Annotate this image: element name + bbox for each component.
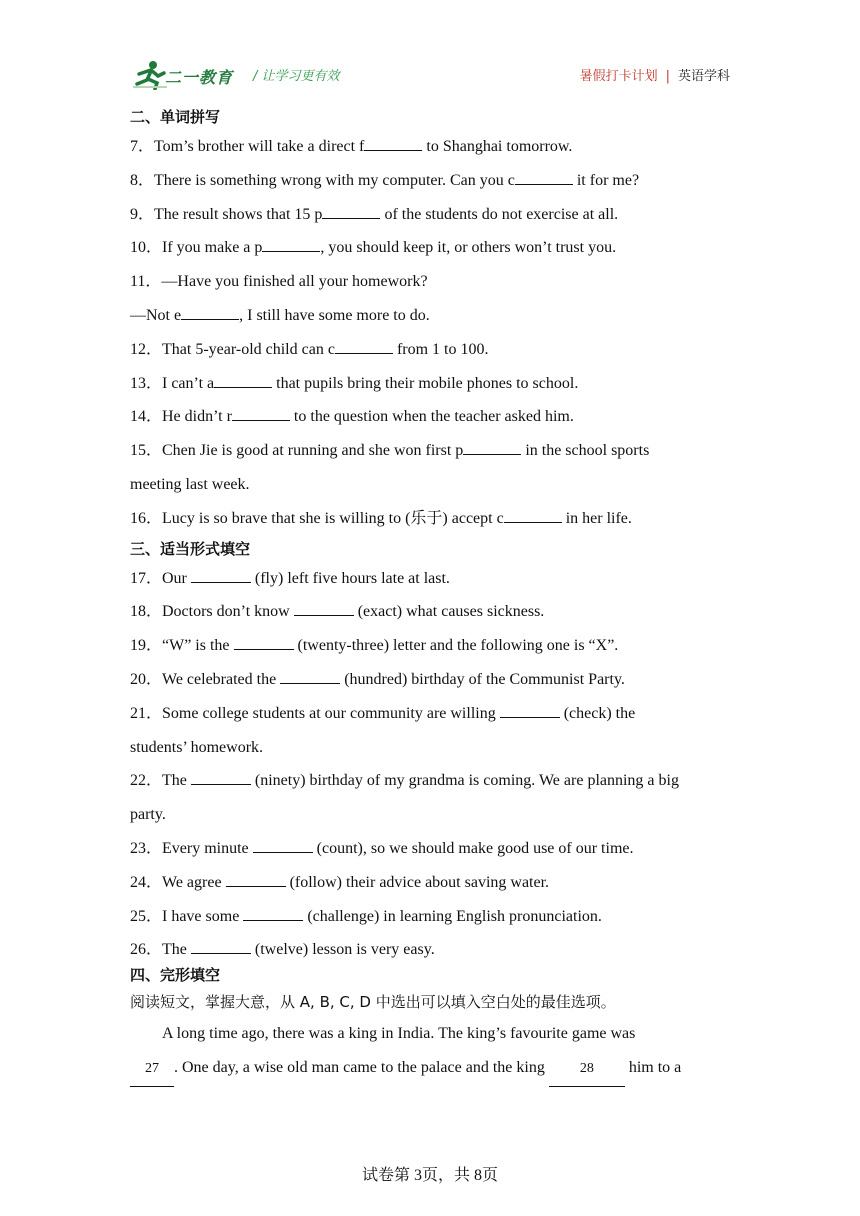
question-text: 15．Chen Jie is good at running and she won first p: [130, 442, 464, 460]
question-text: (count), so we should make good use of our time.: [312, 839, 634, 857]
cloze-text: . One day, a wise old man came to the palace and the king: [174, 1059, 549, 1077]
question-text: 21．Some college students at our community are willing: [130, 704, 500, 722]
answer-blank[interactable]: [463, 439, 521, 455]
question-text: to Shanghai tomorrow.: [422, 138, 573, 155]
question-text: (ninety) birthday of my grandma is coming. We are planning a big: [250, 772, 679, 790]
answer-blank[interactable]: [262, 236, 320, 252]
answer-blank[interactable]: [335, 338, 393, 354]
plan-label: 暑假打卡计划: [579, 69, 658, 84]
cloze-text: him to a: [624, 1059, 682, 1077]
question-text: 12．That 5-year-old child can c: [130, 340, 335, 358]
question-text: in her life.: [561, 509, 632, 527]
question-text: (hundred) birthday of the Communist Party.: [340, 670, 625, 688]
question-text: (exact) what causes sickness.: [353, 603, 545, 621]
spelling-question-row: [130, 198, 732, 232]
answer-blank[interactable]: [500, 702, 560, 718]
answer-blank[interactable]: [226, 871, 286, 887]
section-heading-spelling: 二、单词拼写: [130, 108, 221, 126]
spelling-question-row: [130, 164, 732, 198]
question-text: in the school sports: [521, 442, 650, 460]
answer-blank[interactable]: [191, 938, 251, 954]
answer-blank[interactable]: [280, 668, 340, 684]
answer-blank[interactable]: [232, 405, 290, 421]
form-question-row: [130, 697, 732, 731]
question-text: of the students do not exercise at all.: [380, 205, 619, 223]
form-questions: [130, 562, 732, 968]
spelling-question-row: [130, 265, 732, 299]
header-divider: |: [665, 69, 670, 84]
page-footer: 试卷第 3页，共 8页: [361, 1167, 498, 1184]
question-text: (twenty-three) letter and the following one is “X”.: [293, 637, 619, 655]
question-text: 13．I can’t a: [130, 374, 215, 392]
section-heading-cloze: 四、完形填空: [130, 966, 221, 985]
answer-blank[interactable]: [253, 837, 313, 853]
question-text: (twelve) lesson is very easy.: [250, 941, 435, 959]
spelling-question-row: [130, 130, 732, 164]
form-question-row: [130, 764, 732, 798]
spelling-question-row: [130, 400, 732, 434]
spelling-questions: [130, 130, 732, 536]
cloze-blank-28[interactable]: 28: [549, 1052, 625, 1087]
form-question-row: [130, 629, 732, 663]
question-text: 16．Lucy is so brave that she is willing to (乐于) accept c: [130, 509, 504, 527]
question-text: , you should keep it, or others won’t trust you.: [320, 239, 617, 257]
question-text: 14．He didn’t r: [130, 408, 232, 426]
question-text: (check) the: [559, 704, 636, 722]
cloze-instruction: 阅读短文，掌握大意，从 A, B, C, D 中选出可以填入空白处的最佳选项。: [130, 993, 616, 1012]
spelling-question-row: [130, 231, 732, 265]
question-text: 20．We celebrated the: [130, 670, 281, 688]
question-text: 8．There is something wrong with my computer. Can you c: [130, 171, 515, 189]
question-text: 25．I have some: [130, 907, 244, 925]
question-text: 18．Doctors don’t know: [130, 603, 294, 621]
answer-blank[interactable]: [294, 600, 354, 616]
question-text: meeting last week.: [130, 475, 250, 493]
question-text: from 1 to 100.: [392, 340, 489, 358]
spelling-question-row: [130, 299, 732, 333]
answer-blank[interactable]: [181, 304, 239, 320]
answer-blank[interactable]: [504, 507, 562, 523]
question-text: 24．We agree: [130, 873, 226, 891]
spelling-question-row: [130, 502, 732, 536]
header-right: [580, 65, 730, 84]
exam-content: [130, 104, 732, 1087]
answer-blank[interactable]: [515, 169, 573, 185]
logo-text: 二一教育: [165, 68, 234, 87]
form-question-row: [130, 731, 732, 765]
subject-label: 英语学科: [677, 69, 730, 84]
form-question-row: [130, 900, 732, 934]
question-text: , I still have some more to do.: [239, 306, 430, 324]
question-text: to the question when the teacher asked him.: [289, 408, 574, 426]
answer-blank[interactable]: [234, 634, 294, 650]
question-text: 17．Our: [130, 569, 191, 587]
form-question-row: [130, 663, 732, 697]
section-heading-forms: 三、适当形式填空: [130, 539, 251, 558]
form-question-row: [130, 595, 732, 629]
slogan: / 让学习更有效: [253, 69, 340, 84]
question-text: —Not e: [130, 306, 182, 324]
question-text: party.: [130, 806, 166, 824]
question-text: 11．—Have you finished all your homework?: [130, 273, 428, 291]
spelling-question-row: [130, 434, 732, 468]
question-text: it for me?: [572, 171, 640, 189]
form-question-row: [130, 798, 732, 832]
answer-blank[interactable]: [322, 203, 380, 219]
question-text: 7．Tom’s brother will take a direct f: [130, 138, 365, 155]
logo: [131, 60, 243, 90]
question-text: (follow) their advice about saving water.: [285, 873, 550, 891]
answer-blank[interactable]: [214, 372, 272, 388]
page-header: [131, 58, 730, 92]
answer-blank[interactable]: [191, 769, 251, 785]
question-text: students’ homework.: [130, 738, 264, 756]
question-text: 26．The: [130, 941, 191, 959]
spelling-question-row: [130, 468, 732, 502]
form-question-row: [130, 832, 732, 866]
question-text: (fly) left five hours late at last.: [250, 569, 450, 587]
question-text: that pupils bring their mobile phones to school.: [272, 374, 579, 392]
answer-blank[interactable]: [191, 567, 251, 583]
answer-blank[interactable]: [364, 135, 422, 151]
question-text: 9．The result shows that 15 p: [130, 205, 323, 223]
cloze-blank-27[interactable]: 27: [130, 1052, 174, 1087]
question-text: 10．If you make a p: [130, 239, 263, 257]
cloze-passage-line: A long time ago, there was a king in India. The king’s favourite game was: [162, 1025, 636, 1043]
question-text: 23．Every minute: [130, 839, 253, 857]
form-question-row: [130, 866, 732, 900]
answer-blank[interactable]: [243, 905, 303, 921]
form-question-row: [130, 562, 732, 596]
spelling-question-row: [130, 333, 732, 367]
question-text: 19．“W” is the: [130, 637, 234, 655]
spelling-question-row: [130, 367, 732, 401]
cloze-passage-line: [130, 1051, 732, 1087]
question-text: (challenge) in learning English pronunciation.: [303, 907, 602, 925]
form-question-row: [130, 933, 732, 967]
question-text: 22．The: [130, 772, 191, 790]
